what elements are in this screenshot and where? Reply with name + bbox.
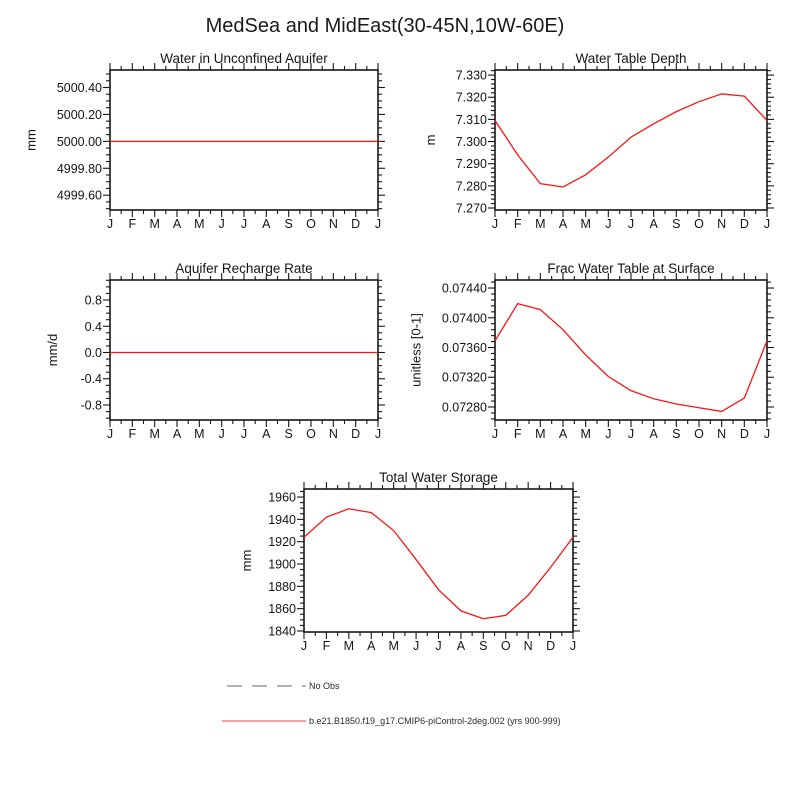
x-tick-label: J <box>763 427 771 441</box>
x-tick-label: M <box>149 427 160 441</box>
x-tick-label: A <box>172 427 182 441</box>
x-tick-label: D <box>351 217 361 231</box>
axis-ticks <box>103 273 385 427</box>
y-axis-label: unitless [0-1] <box>408 313 424 387</box>
axis-ticks <box>297 482 580 639</box>
no-obs-line-swatch <box>227 683 306 689</box>
x-tick-label: J <box>605 217 612 231</box>
x-tick-label: J <box>491 427 499 441</box>
plot-frame <box>495 280 767 420</box>
y-tick-label: 7.330 <box>455 68 487 83</box>
y-tick-label: 0.07440 <box>441 281 487 296</box>
y-tick-label: 7.310 <box>455 112 487 127</box>
x-tick-label: M <box>343 639 355 653</box>
x-tick-label: A <box>456 639 466 653</box>
x-tick-label: J <box>106 217 114 231</box>
y-tick-label: -0.4 <box>80 372 102 387</box>
x-tick-label: F <box>128 427 137 441</box>
x-tick-label: J <box>300 639 308 653</box>
y-tick-label: -0.8 <box>80 398 102 413</box>
x-tick-label: D <box>546 639 556 653</box>
chart-water-table-depth <box>423 51 774 231</box>
x-tick-label: A <box>649 217 658 231</box>
legend-label-no-obs: No Obs <box>309 681 340 691</box>
x-tick-label: M <box>149 217 160 231</box>
model-line-swatch <box>222 718 306 724</box>
x-tick-label: S <box>284 217 293 231</box>
y-tick-label: 0.07280 <box>441 400 487 415</box>
x-tick-label: J <box>240 217 248 231</box>
x-tick-label: M <box>194 217 205 231</box>
x-tick-label: D <box>739 217 749 231</box>
x-tick-label: J <box>374 217 382 231</box>
x-tick-label: M <box>535 427 546 441</box>
page-title: MedSea and MidEast(30-45N,10W-60E) <box>205 15 565 37</box>
y-tick-label: 0.0 <box>84 346 102 361</box>
plot-frame <box>110 70 378 210</box>
x-tick-label: J <box>240 427 248 441</box>
x-tick-label: A <box>262 427 271 441</box>
axis-ticks <box>488 273 774 427</box>
y-tick-label: 1920 <box>268 535 296 550</box>
legend-item-no-obs <box>227 681 340 691</box>
y-tick-label: 7.300 <box>455 135 487 150</box>
chart-frac-water-table-at-surface <box>409 261 774 441</box>
plot-title: Frac Water Table at Surface <box>547 261 715 276</box>
axis-ticks <box>103 63 385 217</box>
x-tick-label: F <box>128 217 137 231</box>
y-tick-label: 0.8 <box>84 293 102 308</box>
x-tick-label: N <box>523 639 533 653</box>
x-tick-label: M <box>535 217 546 231</box>
x-tick-label: N <box>328 217 338 231</box>
y-tick-label: 7.270 <box>455 201 487 216</box>
x-tick-label: A <box>367 639 376 653</box>
x-tick-label: O <box>500 639 511 653</box>
y-tick-label: 1860 <box>268 602 296 617</box>
y-tick-label: 4999.80 <box>56 161 102 176</box>
plot-title: Water Table Depth <box>575 51 687 66</box>
series-line-total-water-storage <box>304 509 573 619</box>
plot-title: Aquifer Recharge Rate <box>175 261 313 276</box>
y-axis-label: m <box>423 134 438 146</box>
chart-total-water-storage <box>239 470 580 653</box>
x-tick-label: N <box>717 427 727 441</box>
plot-frame <box>495 70 767 210</box>
legend-item-model-run <box>222 716 561 726</box>
x-tick-label: S <box>284 427 293 441</box>
x-tick-label: F <box>513 217 522 231</box>
x-tick-label: N <box>717 217 727 231</box>
x-tick-label: A <box>262 217 271 231</box>
x-tick-label: M <box>580 427 591 441</box>
x-tick-label: A <box>649 427 658 441</box>
x-tick-label: A <box>558 217 568 231</box>
x-tick-label: J <box>412 639 420 653</box>
x-tick-label: J <box>374 427 382 441</box>
y-tick-label: 0.07360 <box>441 341 487 356</box>
x-tick-label: M <box>194 427 205 441</box>
axis-ticks <box>488 63 774 217</box>
x-tick-label: D <box>739 427 749 441</box>
x-tick-label: A <box>558 427 568 441</box>
x-tick-label: O <box>694 427 704 441</box>
x-tick-label: J <box>569 639 577 653</box>
x-tick-label: O <box>306 217 316 231</box>
y-tick-label: 1940 <box>268 512 296 527</box>
x-tick-label: J <box>605 427 612 441</box>
y-tick-label: 7.280 <box>455 179 487 194</box>
x-tick-label: O <box>306 427 316 441</box>
legend-label-model-run: b.e21.B1850.f19_g17.CMIP6-piControl-2deg.002 (yrs 900-999) <box>309 716 561 726</box>
series-line-frac-water-table-at-surface <box>495 304 767 412</box>
x-tick-label: F <box>513 427 522 441</box>
x-tick-label: D <box>351 427 361 441</box>
chart-water-in-unconfined-aquifer <box>24 51 385 231</box>
y-tick-label: 5000.40 <box>56 81 102 95</box>
x-tick-label: F <box>322 639 331 653</box>
y-tick-label: 1840 <box>268 624 296 639</box>
series-line-water-table-depth <box>495 94 767 187</box>
x-tick-label: J <box>627 427 635 441</box>
x-tick-label: S <box>672 427 681 441</box>
y-tick-label: 1960 <box>268 490 296 505</box>
x-tick-label: J <box>435 639 442 653</box>
x-tick-label: A <box>172 217 182 231</box>
plot-title: Water in Unconfined Aquifer <box>160 51 328 66</box>
x-tick-label: J <box>491 217 499 231</box>
y-axis-label: mm <box>23 129 39 151</box>
x-tick-label: N <box>328 427 338 441</box>
y-tick-label: 7.320 <box>455 90 487 105</box>
x-tick-label: J <box>763 217 771 231</box>
y-tick-label: 0.4 <box>84 319 102 334</box>
plot-frame <box>110 280 378 420</box>
x-tick-label: M <box>388 639 399 653</box>
x-tick-label: S <box>479 639 488 653</box>
plot-title: Total Water Storage <box>379 470 498 485</box>
y-tick-label: 1900 <box>268 557 296 572</box>
x-tick-label: O <box>694 217 704 231</box>
y-tick-label: 7.290 <box>455 157 487 172</box>
y-tick-label: 5000.20 <box>56 107 102 122</box>
y-tick-label: 4999.60 <box>56 188 102 203</box>
y-axis-label: mm <box>239 549 255 572</box>
x-tick-label: M <box>580 217 591 231</box>
x-tick-label: J <box>218 217 225 231</box>
x-tick-label: S <box>672 217 681 231</box>
y-axis-label: mm/d <box>45 333 61 367</box>
x-tick-label: J <box>627 217 635 231</box>
x-tick-label: J <box>218 427 225 441</box>
y-tick-label: 0.07320 <box>441 370 487 385</box>
y-tick-label: 0.07400 <box>441 311 487 326</box>
y-tick-label: 5000.00 <box>56 134 102 149</box>
y-tick-label: 1880 <box>268 579 296 594</box>
x-tick-label: J <box>106 427 114 441</box>
chart-aquifer-recharge-rate <box>45 261 385 441</box>
